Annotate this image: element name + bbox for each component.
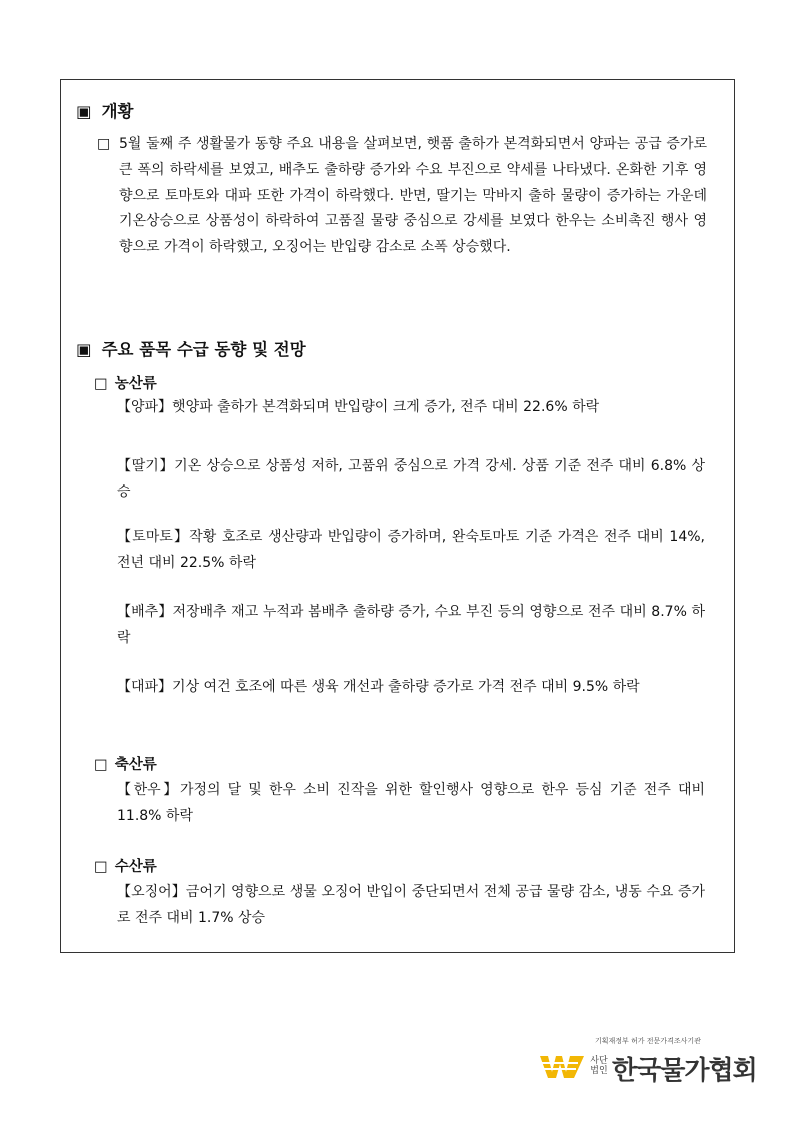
section-title: 농산류 [114, 376, 157, 392]
section-heading-fishery [94, 855, 157, 876]
list-item: 【배추】저장배추 재고 누적과 봄배추 출하량 증가, 수요 부진 등의 영향으로 전주 대비 8.7% 하락 [117, 604, 705, 646]
checkbox-bullet-icon: □ [97, 136, 111, 152]
list-item: 【딸기】기온 상승으로 상품성 저하, 고품위 중심으로 가격 강세. 상품 기준 전주 대비 6.8% 상승 [117, 458, 705, 500]
checkbox-bullet-icon: □ [94, 757, 108, 773]
overview-heading [76, 98, 133, 122]
section-heading-agri [94, 372, 157, 393]
logo-name: 한국물가협회 [612, 1056, 757, 1086]
list-item: 【한우】가정의 달 및 한우 소비 진작을 위한 할인행사 영향으로 한우 등심 기준 전주 대비 11.8% 하락 [117, 782, 705, 824]
section-heading-livestock [94, 753, 157, 774]
overview-title: 개황 [101, 102, 134, 121]
logo-sub: 사단법인 [590, 1056, 608, 1076]
square-marker-icon: ▣ [76, 102, 92, 121]
checkbox-bullet-icon: □ [94, 859, 108, 875]
logo-tagline: 기획재정부 허가 전문가격조사기관 [595, 1037, 701, 1045]
kpa-logo [540, 1030, 757, 1086]
outlook-title: 주요 품목 수급 동향 및 전망 [101, 340, 306, 359]
overview-text: 5월 둘째 주 생활물가 동향 주요 내용을 살펴보면, 햇품 출하가 본격화되면서 양파는 공급 증가로 큰 폭의 하락세를 보였고, 배추도 출하량 증가와 수요 부진으로 약세를 나타냈다. 온화한 기후 영향으로 토마토와 대파 또한 가격이 하락했다. 반면, 딸기는 막바지 출하 물량이 증가하는 가운데 기온상승으로 상품성이 하락하여 고품질 물량 중심으로 강세를 보였다 한우는 소비촉진 행사 영향으로 가격이 하락했고, 오징어는 반입량 감소로 소폭 상승했다. [119, 136, 707, 256]
logo-mark-icon [540, 1054, 584, 1080]
list-item: 【토마토】작황 호조로 생산량과 반입량이 증가하며, 완숙토마토 기준 가격은 전주 대비 14%, 전년 대비 22.5% 하락 [117, 529, 705, 571]
checkbox-bullet-icon: □ [94, 376, 108, 392]
content-box [60, 79, 735, 953]
outlook-heading [76, 336, 306, 360]
list-item: 【양파】햇양파 출하가 본격화되며 반입량이 크게 증가, 전주 대비 22.6% 하락 [117, 399, 600, 415]
section-title: 축산류 [114, 757, 157, 773]
square-marker-icon: ▣ [76, 340, 92, 359]
list-item: 【대파】기상 여건 호조에 따른 생육 개선과 출하량 증가로 가격 전주 대비 9.5% 하락 [117, 679, 640, 695]
section-title: 수산류 [114, 859, 157, 875]
list-item: 【오징어】금어기 영향으로 생물 오징어 반입이 중단되면서 전체 공급 물량 감소, 냉동 수요 증가로 전주 대비 1.7% 상승 [117, 884, 705, 926]
overview-paragraph [97, 132, 707, 261]
